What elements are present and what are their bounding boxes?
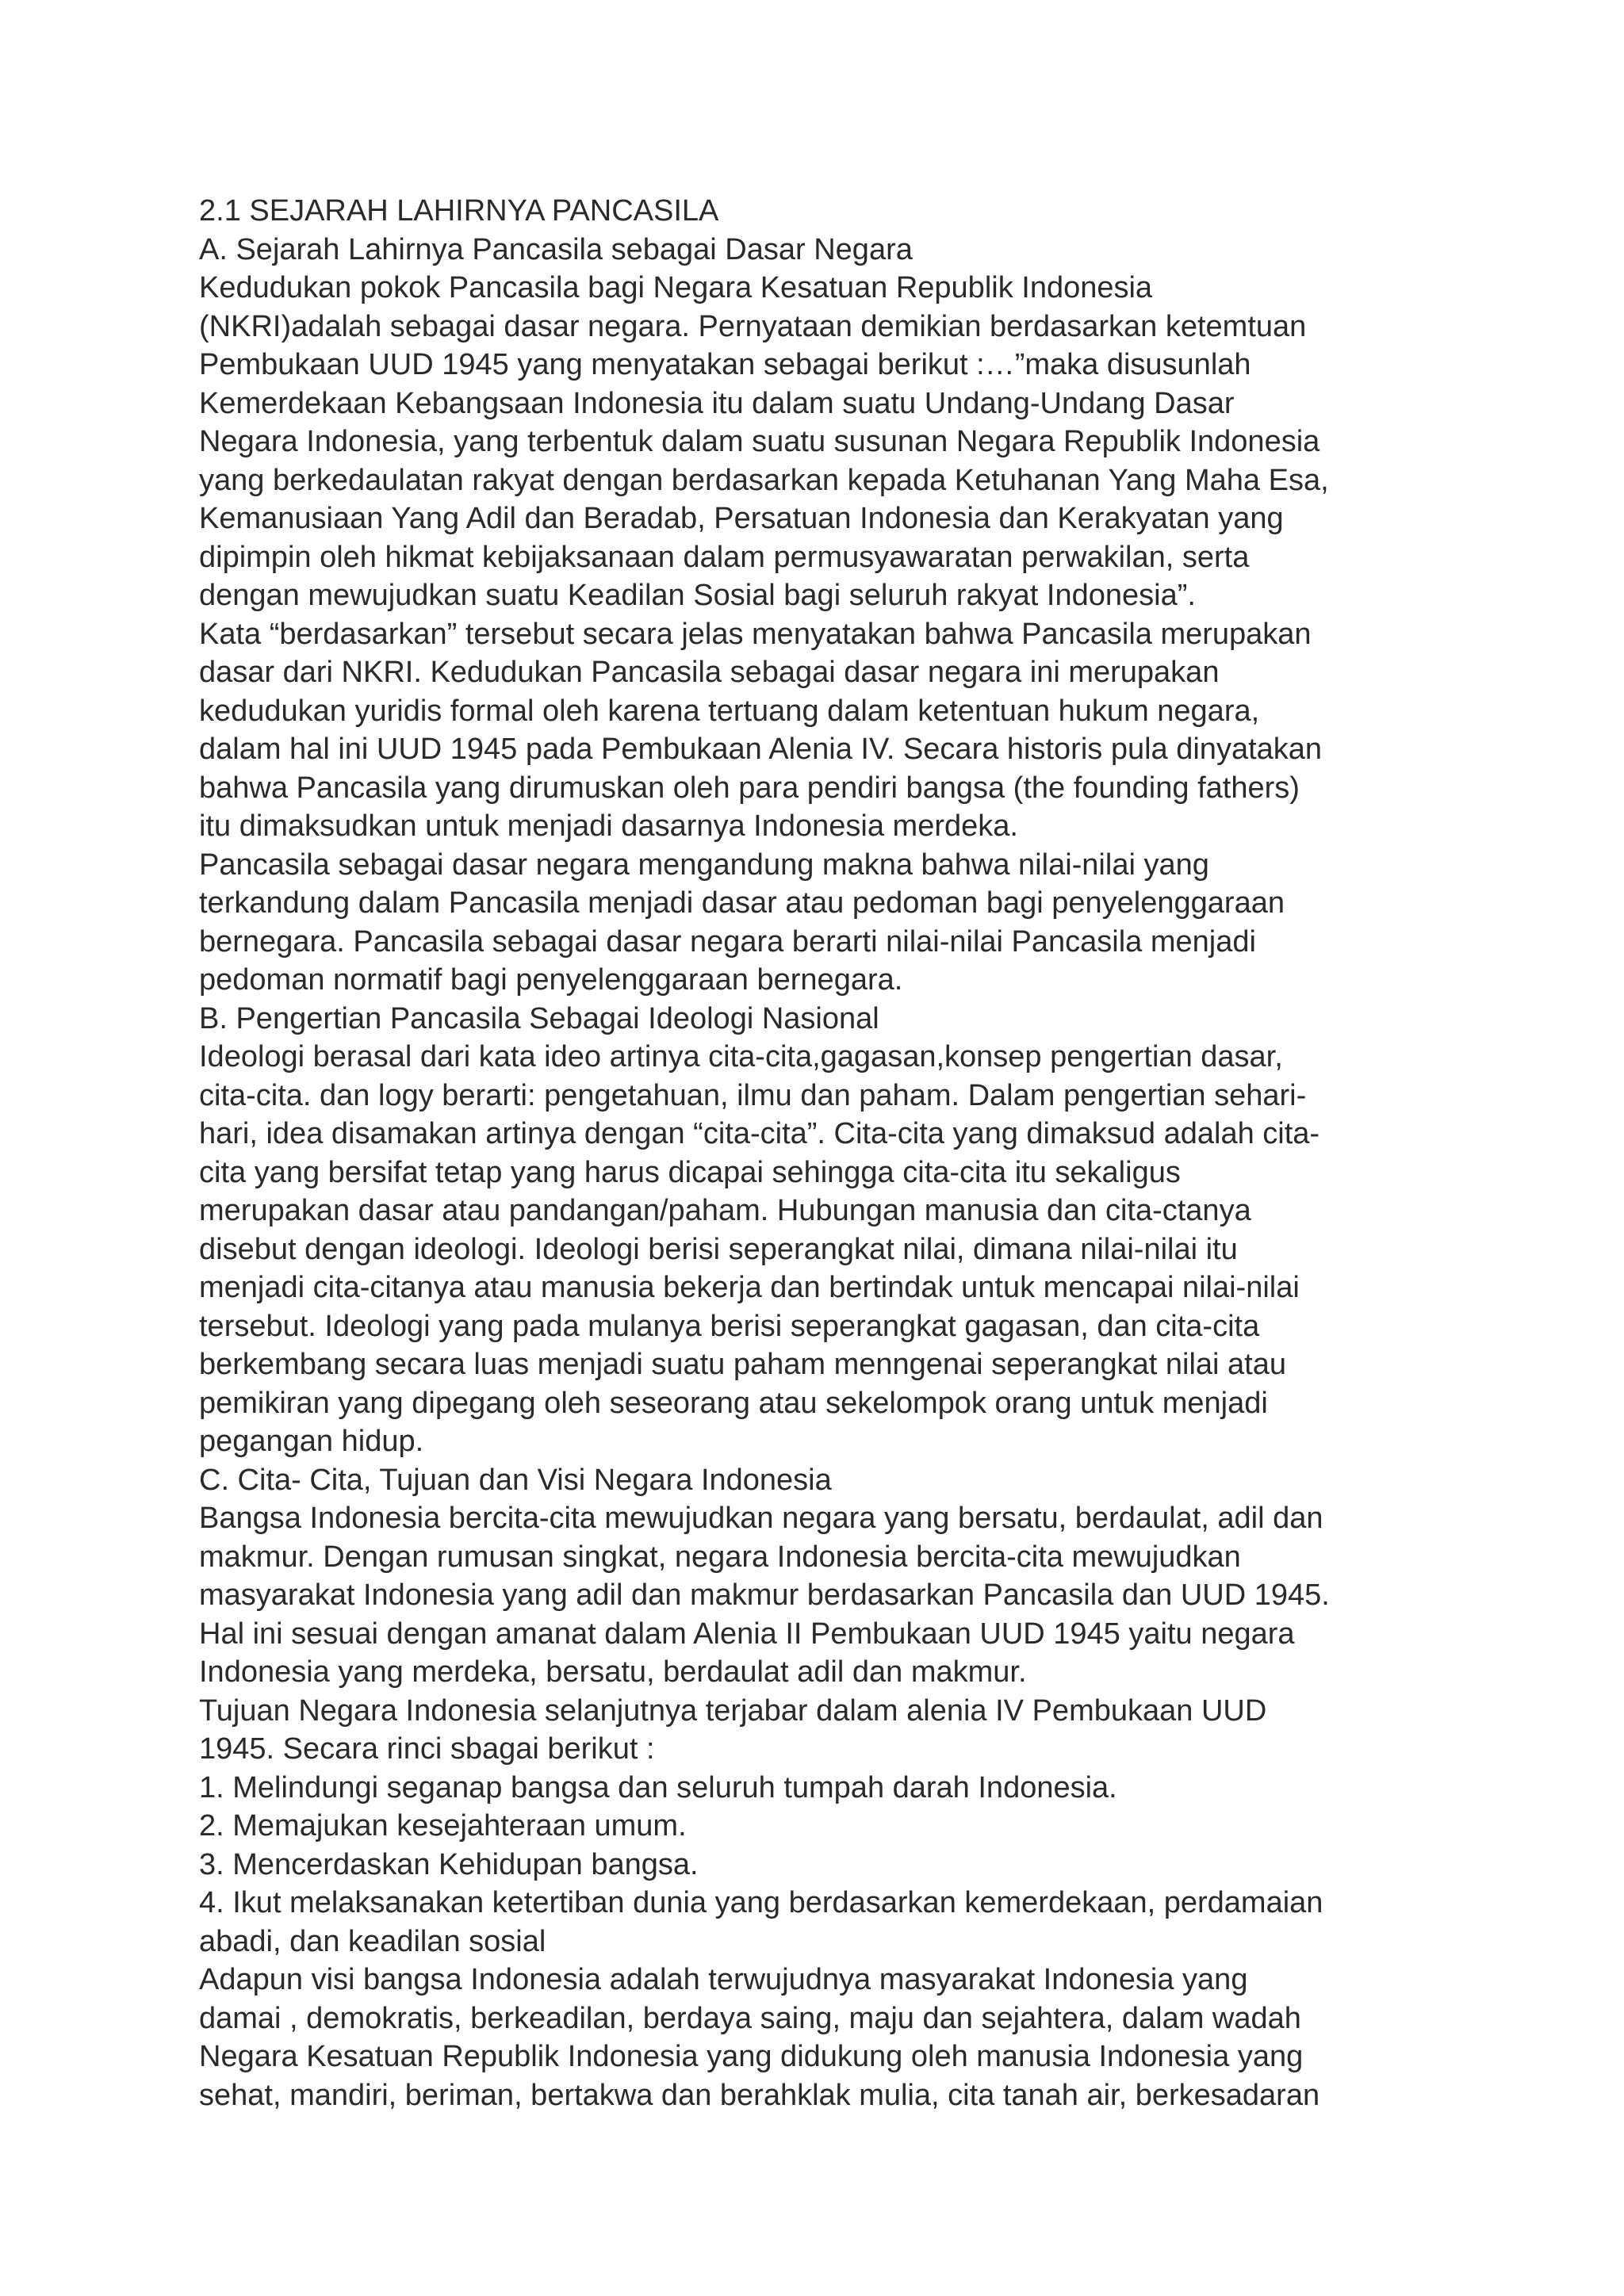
body-text-line: Pancasila sebagai dasar negara mengandung makna bahwa nilai-nilai yang [199,848,1209,882]
list-item: 3. Mencerdaskan Kehidupan bangsa. [199,1847,699,1881]
list-item-continuation: abadi, dan keadilan sosial [199,1924,546,1958]
body-text-line: Negara Indonesia, yang terbentuk dalam suatu susunan Negara Republik Indonesia [199,425,1320,458]
list-item: 4. Ikut melaksanakan ketertiban dunia yang berdasarkan kemerdekaan, perdamaian [199,1886,1323,1919]
body-text-line: tersebut. Ideologi yang pada mulanya berisi seperangkat gagasan, dan cita-cita [199,1309,1260,1343]
body-text-line: damai , demokratis, berkeadilan, berdaya saing, maju dan sejahtera, dalam wadah [199,2001,1301,2035]
body-text-line: cita-cita. dan logy berarti: pengetahuan, ilmu dan paham. Dalam pengertian sehari- [199,1078,1307,1112]
body-text-line: bahwa Pancasila yang dirumuskan oleh para pendiri bangsa (the founding fathers) [199,771,1300,805]
body-text-line: sehat, mandiri, beriman, bertakwa dan berahklak mulia, cita tanah air, berkesadaran [199,2078,1320,2112]
body-text-line: Pembukaan UUD 1945 yang menyatakan sebagai berikut :…”maka disusunlah [199,348,1251,381]
body-text-line: pegangan hidup. [199,1425,424,1458]
subsection-heading-a: A. Sejarah Lahirnya Pancasila sebagai Dasar Negara [199,232,913,266]
body-text-line: yang berkedaulatan rakyat dengan berdasarkan kepada Ketuhanan Yang Maha Esa, [199,463,1329,497]
body-text-line: dipimpin oleh hikmat kebijaksanaan dalam permusyawaratan perwakilan, serta [199,540,1250,574]
body-text-line: Hal ini sesuai dengan amanat dalam Alenia II Pembukaan UUD 1945 yaitu negara [199,1617,1295,1651]
body-text-line: pemikiran yang dipegang oleh seseorang atau sekelompok orang untuk menjadi [199,1386,1268,1420]
list-item: 1. Melindungi seganap bangsa dan seluruh tumpah darah Indonesia. [199,1770,1117,1804]
body-text-line: bernegara. Pancasila sebagai dasar negara berarti nilai-nilai Pancasila menjadi [199,924,1256,959]
body-text-line: pedoman normatif bagi penyelenggaraan bernegara. [199,963,903,997]
body-text-line: Bangsa Indonesia bercita-cita mewujudkan negara yang bersatu, berdaulat, adil dan [199,1502,1323,1535]
body-text-line: itu dimaksudkan untuk menjadi dasarnya Indonesia merdeka. [199,809,1018,843]
body-text-line: 1945. Secara rinci sbagai berikut : [199,1732,655,1766]
body-text-line: merupakan dasar atau pandangan/paham. Hubungan manusia dan cita-ctanya [199,1194,1251,1227]
section-heading: 2.1 SEJARAH LAHIRNYA PANCASILA [199,194,719,228]
body-text-line: Negara Kesatuan Republik Indonesia yang didukung oleh manusia Indonesia yang [199,2040,1304,2073]
body-text-line: dengan mewujudkan suatu Keadilan Sosial bagi seluruh rakyat Indonesia”. [199,579,1196,612]
body-text-line: Kata “berdasarkan” tersebut secara jelas menyatakan bahwa Pancasila merupakan [199,617,1312,651]
document-page [199,192,1436,2114]
body-text-line: terkandung dalam Pancasila menjadi dasar atau pedoman bagi penyelenggaraan [199,886,1285,920]
body-text-line: Kemerdekaan Kebangsaan Indonesia itu dalam suatu Undang-Undang Dasar [199,386,1235,420]
body-text-line: menjadi cita-citanya atau manusia bekerja dan bertindak untuk mencapai nilai-nilai [199,1271,1300,1304]
body-text-line: cita yang bersifat tetap yang harus dicapai sehingga cita-cita itu sekaligus [199,1155,1181,1189]
body-text-line: dasar dari NKRI. Kedudukan Pancasila sebagai dasar negara ini merupakan [199,656,1220,689]
body-text-line: makmur. Dengan rumusan singkat, negara Indonesia bercita-cita mewujudkan [199,1540,1241,1574]
body-text-line: Kemanusiaan Yang Adil dan Beradab, Persatuan Indonesia dan Kerakyatan yang [199,502,1284,535]
body-text-line: Adapun visi bangsa Indonesia adalah terwujudnya masyarakat Indonesia yang [199,1963,1248,1996]
body-text-line: berkembang secara luas menjadi suatu paham menngenai seperangkat nilai atau [199,1348,1286,1381]
body-text-line: Indonesia yang merdeka, bersatu, berdaulat adil dan makmur. [199,1655,1027,1689]
subsection-heading-b: B. Pengertian Pancasila Sebagai Ideologi Nasional [199,1001,879,1035]
body-text-line: hari, idea disamakan artinya dengan “cita-cita”. Cita-cita yang dimaksud adalah cita- [199,1117,1320,1150]
list-item: 2. Memajukan kesejahteraan umum. [199,1809,687,1843]
body-text-line: Tujuan Negara Indonesia selanjutnya terjabar dalam alenia IV Pembukaan UUD [199,1693,1267,1728]
body-text-line: (NKRI)adalah sebagai dasar negara. Pernyataan demikian berdasarkan ketemtuan [199,309,1307,343]
body-text-line: dalam hal ini UUD 1945 pada Pembukaan Alenia IV. Secara historis pula dinyatakan [199,733,1323,766]
body-text-line: Kedudukan pokok Pancasila bagi Negara Kesatuan Republik Indonesia [199,271,1153,304]
body-text-line: Ideologi berasal dari kata ideo artinya cita-cita,gagasan,konsep pengertian dasar, [199,1040,1283,1073]
body-text-line: kedudukan yuridis formal oleh karena tertuang dalam ketentuan hukum negara, [199,694,1260,728]
body-text-line: masyarakat Indonesia yang adil dan makmur berdasarkan Pancasila dan UUD 1945. [199,1578,1330,1612]
subsection-heading-c: C. Cita- Cita, Tujuan dan Visi Negara Indonesia [199,1463,832,1497]
body-text-line: disebut dengan ideologi. Ideologi berisi seperangkat nilai, dimana nilai-nilai itu [199,1232,1238,1266]
